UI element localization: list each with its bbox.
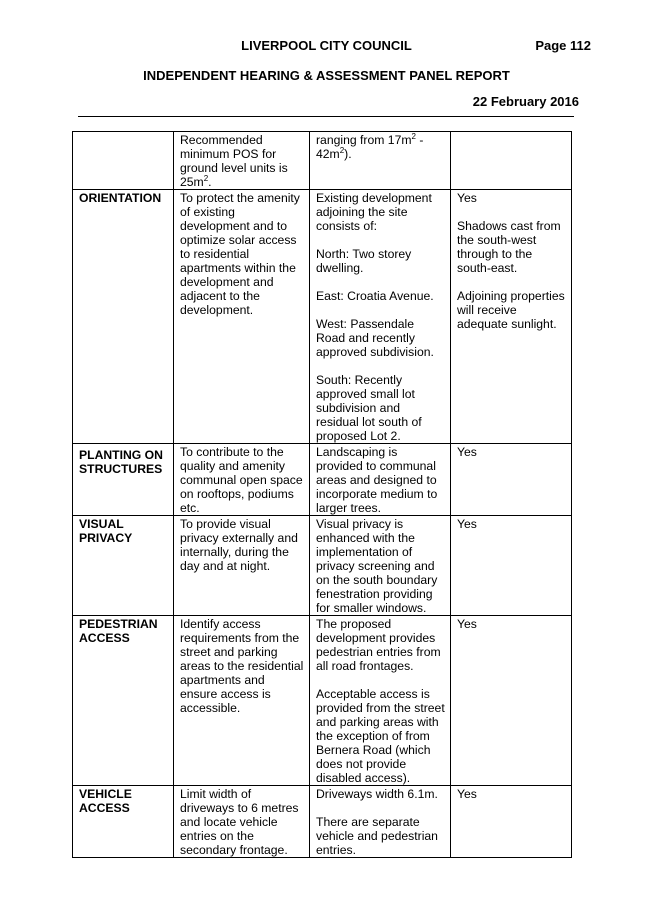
report-date: 22 February 2016 bbox=[472, 94, 579, 109]
text-line: street and parking bbox=[180, 645, 278, 659]
text-line: consists of: bbox=[316, 219, 377, 233]
text-line: quality and amenity bbox=[180, 459, 286, 473]
text-line: to residential bbox=[180, 247, 250, 261]
table-row bbox=[73, 444, 572, 516]
text-fragment: ). bbox=[344, 147, 352, 161]
compliance-cell bbox=[451, 786, 572, 858]
text-line: Existing development bbox=[316, 191, 432, 205]
compliance-cell bbox=[451, 132, 572, 190]
text-line: privacy screening and bbox=[316, 559, 435, 573]
criterion-label: PEDESTRIAN ACCESS bbox=[73, 616, 174, 786]
table-row bbox=[73, 516, 572, 616]
text-line: vehicle and pedestrian bbox=[316, 829, 438, 843]
text-line: for smaller windows. bbox=[316, 601, 427, 615]
text-line: Shadows cast from bbox=[457, 219, 561, 233]
text-line: south-east. bbox=[457, 261, 518, 275]
text-fragment: - bbox=[415, 133, 424, 147]
text-line: privacy externally and bbox=[180, 531, 298, 545]
criterion-label: PLANTING ON STRUCTURES bbox=[73, 444, 174, 516]
table-row bbox=[73, 786, 572, 858]
text-line: South: Recently bbox=[316, 373, 403, 387]
blank-line bbox=[316, 359, 445, 373]
text-line: development provides bbox=[316, 631, 436, 645]
compliance-cell bbox=[451, 190, 572, 444]
superscript: 2 bbox=[203, 173, 209, 183]
blank-line bbox=[316, 673, 445, 687]
page-number: Page 112 bbox=[535, 38, 591, 53]
text-line: North: Two storey bbox=[316, 247, 412, 261]
text-line: There are separate bbox=[316, 815, 420, 829]
text-line: areas and designed to bbox=[316, 473, 437, 487]
text-line: Yes bbox=[457, 787, 477, 801]
text-line: optimize solar access bbox=[180, 233, 297, 247]
text-line: disabled access). bbox=[316, 771, 411, 785]
response-cell bbox=[310, 616, 451, 786]
superscript: 2 bbox=[411, 131, 416, 141]
criterion-label bbox=[73, 132, 174, 190]
text-line: enhanced with the bbox=[316, 531, 415, 545]
text-line: etc. bbox=[180, 501, 200, 515]
text-line: approved subdivision. bbox=[316, 345, 434, 359]
text-line: does not provide bbox=[316, 757, 407, 771]
text-line: areas to the residential bbox=[180, 659, 304, 673]
blank-line bbox=[457, 275, 566, 289]
text-line: accessible. bbox=[180, 701, 241, 715]
objective-cell bbox=[174, 616, 310, 786]
text-line: through to the bbox=[457, 247, 533, 261]
text-line: will receive bbox=[457, 303, 517, 317]
text-line: provided from the street bbox=[316, 701, 445, 715]
superscript: 2 bbox=[339, 145, 345, 155]
text-fragment: 25m bbox=[180, 175, 204, 189]
text-line: provided to communal bbox=[316, 459, 436, 473]
text-line: development and bbox=[180, 275, 274, 289]
compliance-cell bbox=[451, 516, 572, 616]
blank-line bbox=[316, 801, 445, 815]
text-line: approved small lot bbox=[316, 387, 415, 401]
text-line: entries on the bbox=[180, 829, 254, 843]
header-divider bbox=[78, 116, 574, 117]
table-row bbox=[73, 190, 572, 444]
text-line: pedestrian entries from bbox=[316, 645, 441, 659]
text-line: Yes bbox=[457, 445, 477, 459]
criterion-label: VEHICLE ACCESS bbox=[73, 786, 174, 858]
response-cell bbox=[310, 444, 451, 516]
text-line: Visual privacy is bbox=[316, 517, 404, 531]
text-line: of existing bbox=[180, 205, 235, 219]
text-line: proposed Lot 2. bbox=[316, 429, 401, 443]
text-line: Recommended bbox=[180, 133, 263, 147]
text-line: fenestration providing bbox=[316, 587, 433, 601]
objective-cell bbox=[174, 444, 310, 516]
text-line: Driveways width 6.1m. bbox=[316, 787, 438, 801]
text-line: adequate sunlight. bbox=[457, 317, 557, 331]
objective-cell bbox=[174, 190, 310, 444]
text-line: internally, during the bbox=[180, 545, 289, 559]
text-line: development and to bbox=[180, 219, 288, 233]
text-line bbox=[316, 147, 445, 161]
text-line: Limit width of bbox=[180, 787, 252, 801]
text-line: ground level units is bbox=[180, 161, 288, 175]
text-line: Adjoining properties bbox=[457, 289, 565, 303]
text-line: To provide visual bbox=[180, 517, 271, 531]
text-line: development. bbox=[180, 303, 254, 317]
text-line: Bernera Road (which bbox=[316, 743, 431, 757]
objective-cell bbox=[174, 786, 310, 858]
text-line: Yes bbox=[457, 617, 477, 631]
text-line: Landscaping is bbox=[316, 445, 398, 459]
text-line: entries. bbox=[316, 843, 356, 857]
text-line: Acceptable access is bbox=[316, 687, 430, 701]
text-line: West: Passendale bbox=[316, 317, 415, 331]
text-line: driveways to 6 metres bbox=[180, 801, 299, 815]
text-line: and locate vehicle bbox=[180, 815, 278, 829]
text-line: on rooftops, podiums bbox=[180, 487, 294, 501]
text-fragment: . bbox=[208, 175, 212, 189]
text-line bbox=[180, 175, 304, 189]
table-row bbox=[73, 132, 572, 190]
text-line: adjacent to the bbox=[180, 289, 260, 303]
objective-cell bbox=[174, 132, 310, 190]
text-line: East: Croatia Avenue. bbox=[316, 289, 434, 303]
text-line: day and at night. bbox=[180, 559, 271, 573]
text-line: Yes bbox=[457, 191, 477, 205]
blank-line bbox=[316, 303, 445, 317]
text-line: communal open space bbox=[180, 473, 303, 487]
criterion-label: ORIENTATION bbox=[73, 190, 174, 444]
text-line: To contribute to the bbox=[180, 445, 284, 459]
assessment-table bbox=[72, 131, 572, 858]
text-line: on the south boundary bbox=[316, 573, 438, 587]
text-line: secondary frontage. bbox=[180, 843, 288, 857]
text-line: all road frontages. bbox=[316, 659, 414, 673]
text-line: ensure access is bbox=[180, 687, 271, 701]
text-line: incorporate medium to bbox=[316, 487, 438, 501]
text-fragment: ranging from 17m bbox=[316, 133, 412, 147]
text-line: apartments and bbox=[180, 673, 265, 687]
blank-line bbox=[316, 233, 445, 247]
text-line: and parking areas with bbox=[316, 715, 439, 729]
text-line: dwelling. bbox=[316, 261, 364, 275]
text-line: implementation of bbox=[316, 545, 413, 559]
text-line: subdivision and bbox=[316, 401, 401, 415]
council-name: LIVERPOOL CITY COUNCIL bbox=[241, 38, 412, 53]
response-cell bbox=[310, 132, 451, 190]
text-line: apartments within the bbox=[180, 261, 296, 275]
text-line: the exception of from bbox=[316, 729, 430, 743]
text-line: Identify access bbox=[180, 617, 261, 631]
text-line: residual lot south of bbox=[316, 415, 422, 429]
text-line bbox=[316, 133, 445, 147]
text-line: Road and recently bbox=[316, 331, 415, 345]
text-line: To protect the amenity bbox=[180, 191, 300, 205]
blank-line bbox=[316, 275, 445, 289]
text-line: Yes bbox=[457, 517, 477, 531]
response-cell bbox=[310, 786, 451, 858]
text-line: adjoining the site bbox=[316, 205, 408, 219]
report-title: INDEPENDENT HEARING & ASSESSMENT PANEL REPORT bbox=[143, 68, 510, 83]
text-line: requirements from the bbox=[180, 631, 300, 645]
text-fragment: 42m bbox=[316, 147, 340, 161]
objective-cell bbox=[174, 516, 310, 616]
table-row bbox=[73, 616, 572, 786]
text-line: larger trees. bbox=[316, 501, 382, 515]
text-line: The proposed bbox=[316, 617, 392, 631]
text-line: the south-west bbox=[457, 233, 537, 247]
blank-line bbox=[457, 205, 566, 219]
response-cell bbox=[310, 190, 451, 444]
text-line: minimum POS for bbox=[180, 147, 277, 161]
compliance-cell bbox=[451, 444, 572, 516]
criterion-label: VISUAL PRIVACY bbox=[73, 516, 174, 616]
response-cell bbox=[310, 516, 451, 616]
compliance-cell bbox=[451, 616, 572, 786]
